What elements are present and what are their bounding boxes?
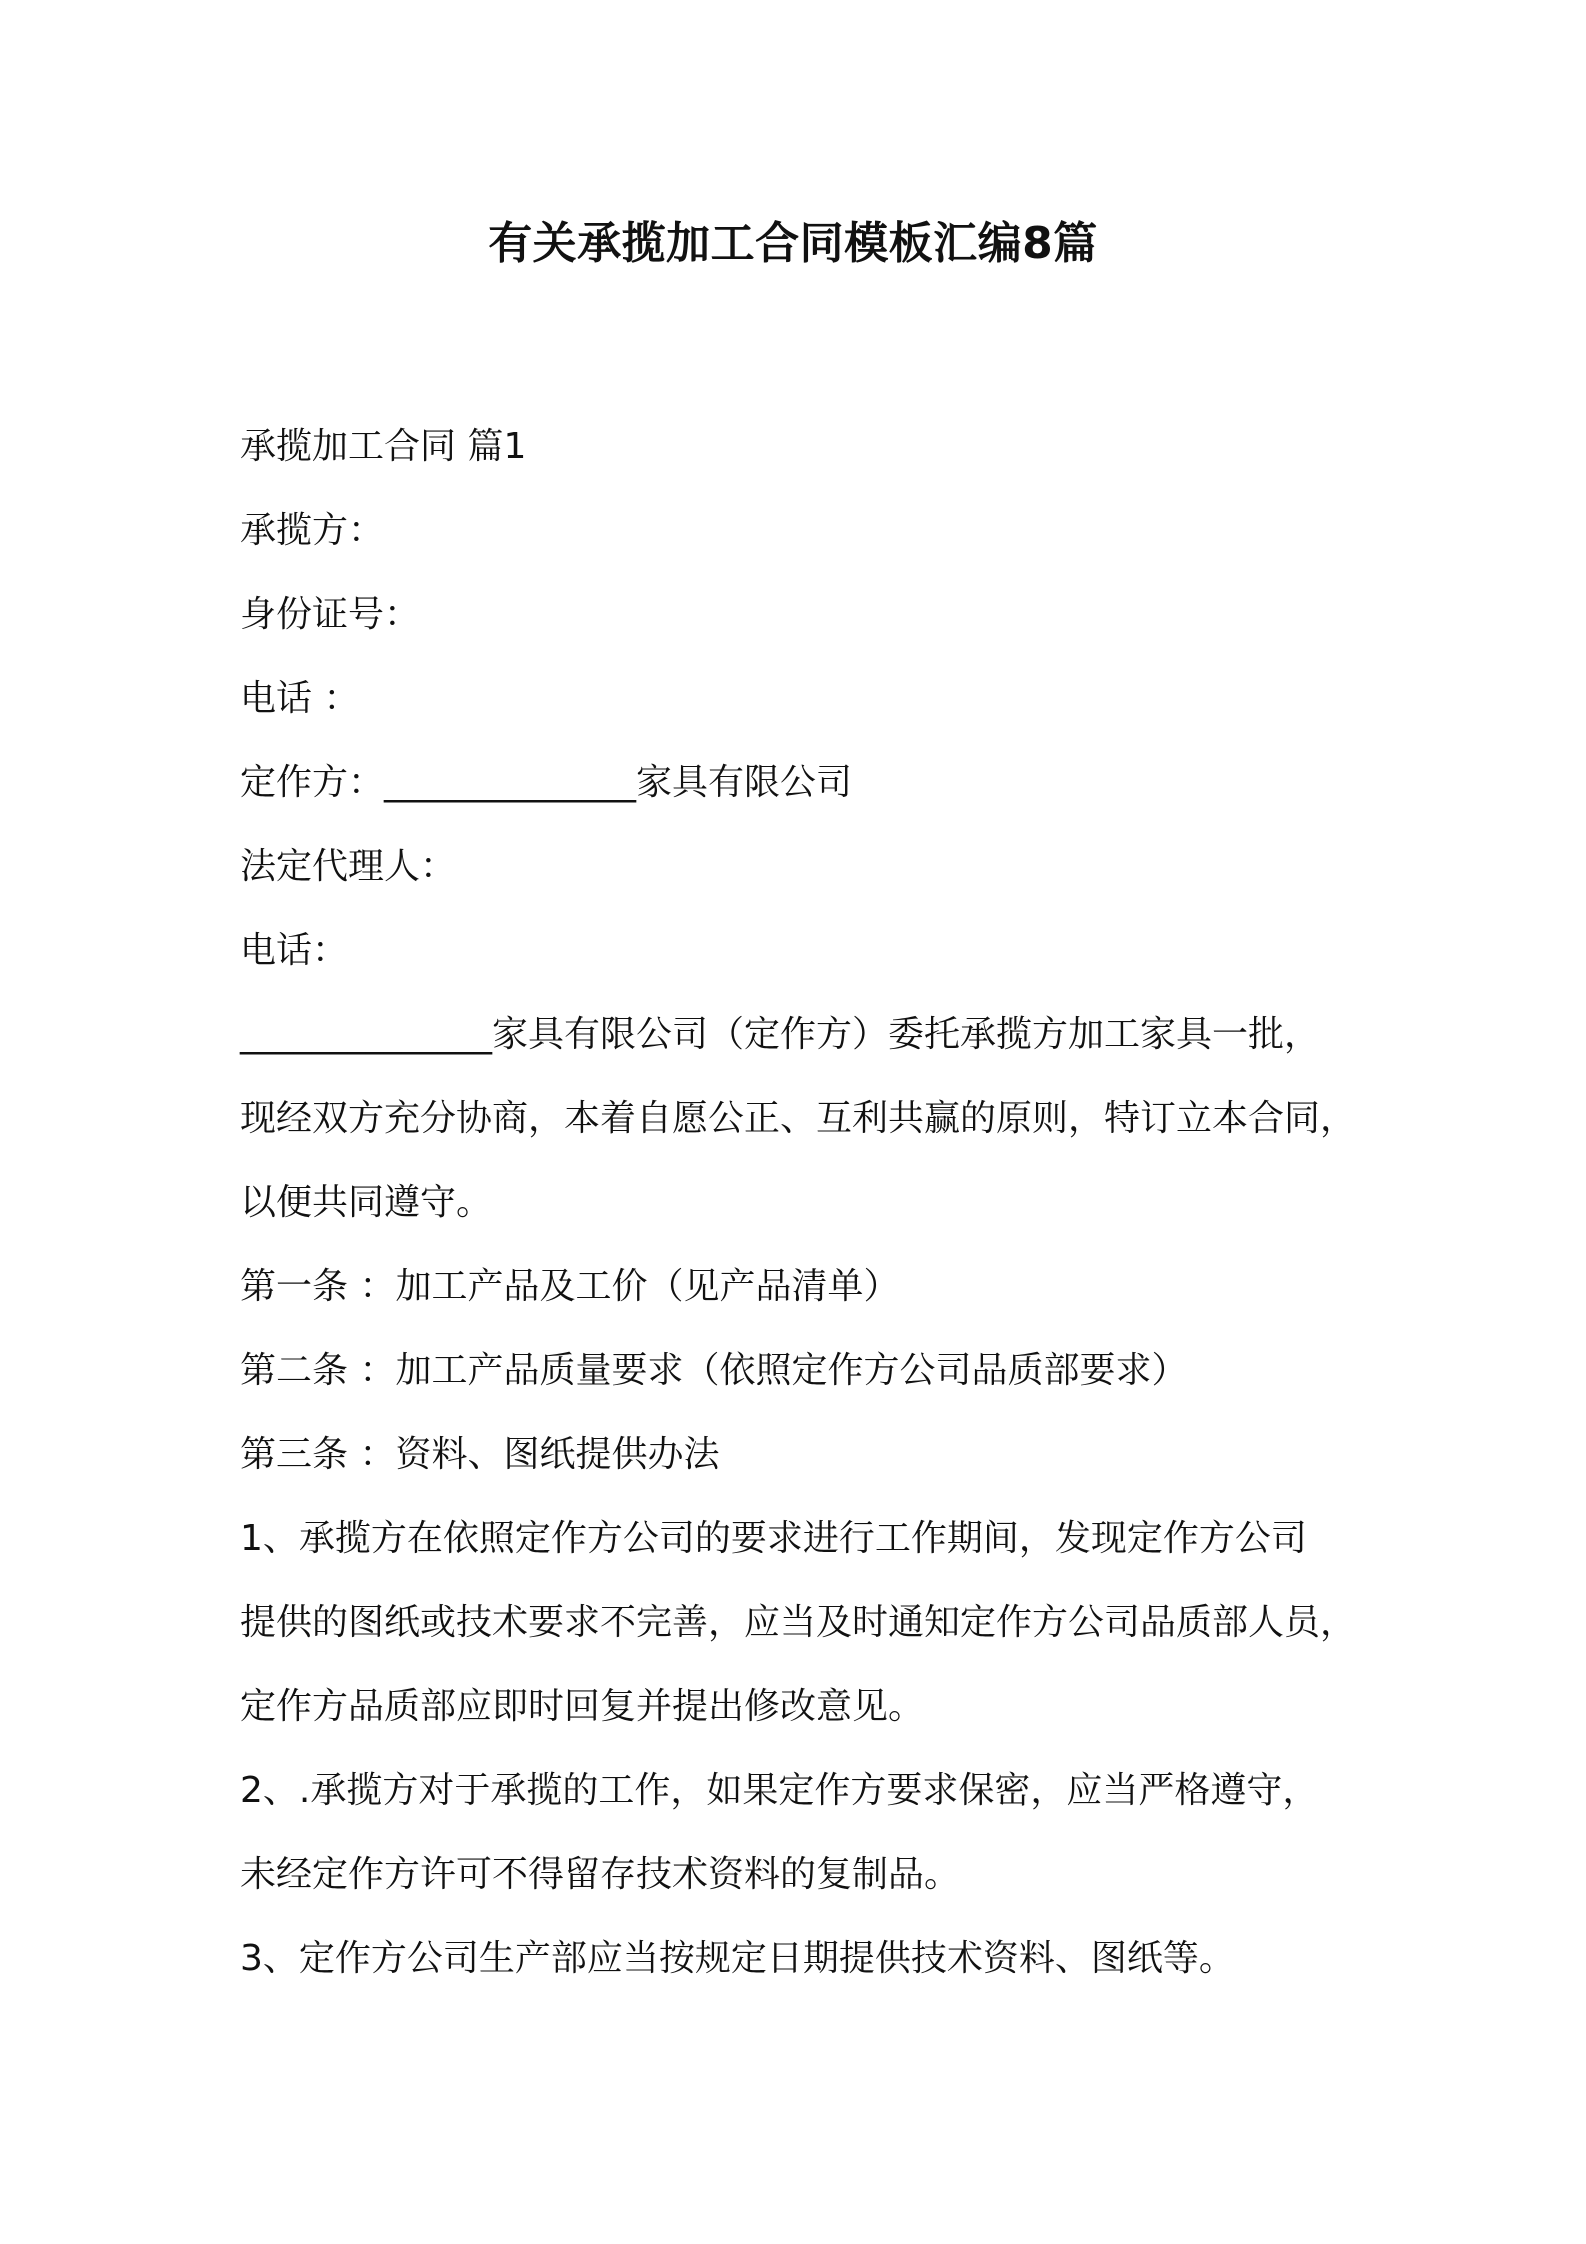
article-two: 第二条 ：加工产品质量要求（依照定作方公司品质部要求） (240, 1350, 1188, 1391)
paragraph-line: 现经双方充分协商，本着自愿公正、互利共赢的原则，特订立本合同， (240, 1098, 1357, 1139)
document-title: 有关承揽加工合同模板汇编8篇 (488, 218, 1098, 269)
document-body (240, 405, 1380, 2001)
contractor-field: 承揽方： (240, 510, 385, 551)
id-number-field: 身份证号： (240, 594, 421, 635)
clause-line: 3、定作方公司生产部应当按规定日期提供技术资料、图纸等。 (240, 1938, 1235, 1979)
article-three: 第三条 ：资料、图纸提供办法 (240, 1434, 720, 1475)
article-one: 第一条 ：加工产品及工价（见产品清单） (240, 1266, 900, 1307)
client-field: 定作方：______________家具有限公司 (240, 762, 853, 803)
clause-line: 未经定作方许可不得留存技术资料的复制品。 (240, 1854, 961, 1895)
client-phone-field: 电话： (240, 930, 349, 971)
paragraph-line: ______________家具有限公司（定作方）委托承揽方加工家具一批， (240, 1014, 1321, 1055)
clause-line: 提供的图纸或技术要求不完善，应当及时通知定作方公司品质部人员， (240, 1602, 1357, 1643)
contractor-phone-field: 电话 ： (240, 678, 360, 719)
legal-agent-field: 法定代理人： (240, 846, 457, 887)
clause-line: 1、承揽方在依照定作方公司的要求进行工作期间，发现定作方公司 (240, 1518, 1307, 1559)
paragraph-line: 以便共同遵守。 (240, 1182, 493, 1223)
clause-line: 定作方品质部应即时回复并提出修改意见。 (240, 1686, 925, 1727)
clause-line: 2、.承揽方对于承揽的工作，如果定作方要求保密，应当严格遵守， (240, 1770, 1319, 1811)
section-heading: 承揽加工合同 篇1 (240, 426, 527, 467)
